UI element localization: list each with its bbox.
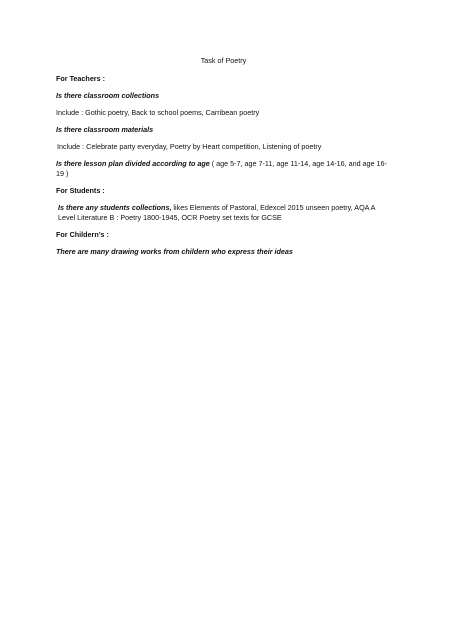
teachers-lesson-question: Is there lesson plan divided according to age [56, 159, 210, 168]
teachers-heading: For Teachers : [56, 74, 105, 83]
students-collections-list: likes Elements of Pastoral, Edexcel 2015 unseen poetry, AQA A Level Literature B : Poetry 1800-1945, OCR Poetry set texts for GCSE [58, 203, 376, 222]
children-drawings-text: There are many drawing works from childern who express their ideas [56, 247, 293, 256]
teachers-materials-list: Include : Celebrate party everyday, Poetry by Heart competition, Listening of poetry [57, 142, 322, 151]
teachers-collections-list: Include : Gothic poetry, Back to school poems, Carribean poetry [56, 108, 260, 117]
students-collections-paragraph [56, 203, 391, 223]
teachers-lesson-ages: ( age 5-7, age 7-11, age 11-14, age 14-16, and age 16-19 ) [56, 159, 387, 178]
document-title: Task of Poetry [200, 56, 247, 65]
students-collections-question: Is there any students collections, [58, 203, 172, 212]
teachers-lesson-paragraph [56, 159, 391, 179]
teachers-materials-question: Is there classroom materials [56, 125, 154, 134]
children-heading: For Childern’s : [56, 230, 109, 239]
students-heading: For Students : [56, 186, 105, 195]
teachers-collections-question: Is there classroom collections [56, 91, 160, 100]
